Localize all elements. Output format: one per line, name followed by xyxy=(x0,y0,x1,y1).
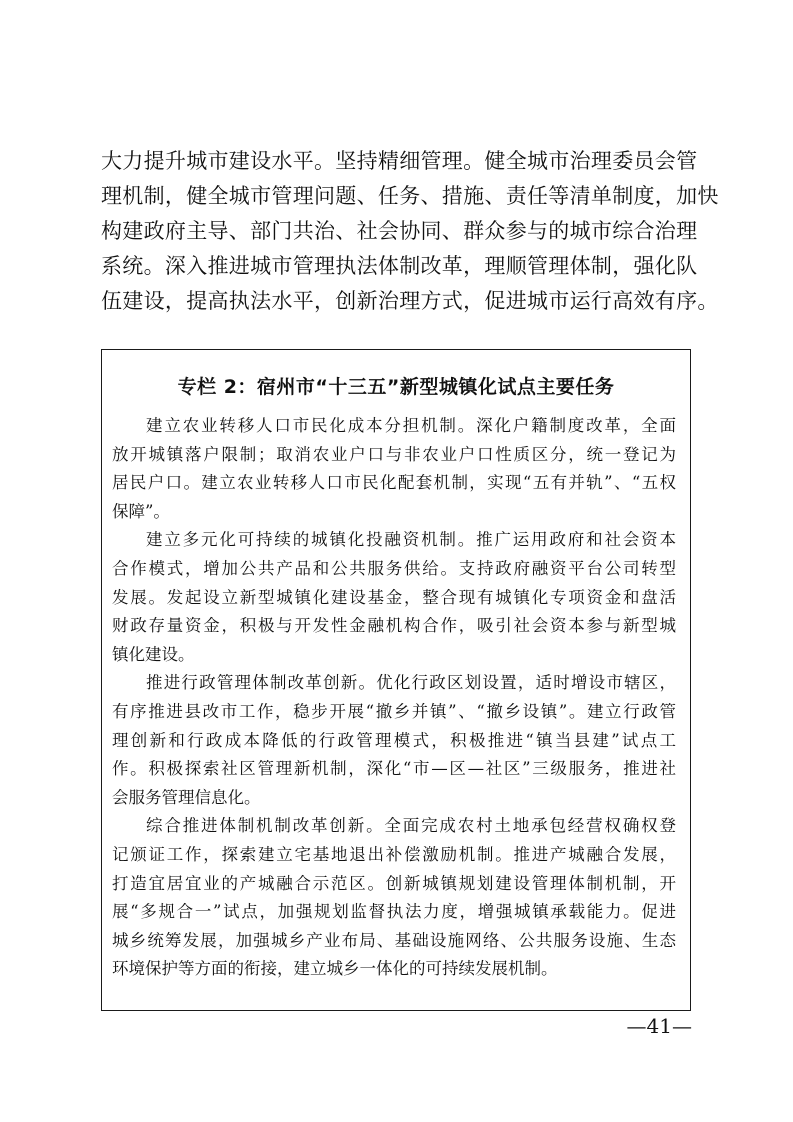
column-line: 展“多规合一”试点，加强规划监督执法力度，增强城镇承载能力。促进 xyxy=(112,902,676,922)
column-line: 作。积极探索社区管理新机制，深化“市—区—社区”三级服务，推进社 xyxy=(112,759,676,779)
column-line: 城乡统筹发展，加强城乡产业布局、基础设施网络、公共服务设施、生态 xyxy=(112,930,676,950)
intro-line: 系统。深入推进城市管理执法体制改革，理顺管理体制，强化队 xyxy=(101,254,698,278)
intro-line: 大力提升城市建设水平。坚持精细管理。健全城市治理委员会管 xyxy=(101,149,698,173)
column-line: 有序推进县改市工作，稳步开展“撤乡并镇”、“撤乡设镇”。建立行政管 xyxy=(112,701,676,721)
column-line: 放开城镇落户限制；取消农业户口与非农业户口性质区分，统一登记为 xyxy=(112,444,676,464)
column-line: 理创新和行政成本降低的行政管理模式，积极推进“镇当县建”试点工 xyxy=(112,730,676,750)
column-line: 综合推进体制机制改革创新。全面完成农村土地承包经营权确权登 xyxy=(146,816,676,836)
column-body xyxy=(112,412,676,984)
column-title: 专栏 2：宿州市“十三五”新型城镇化试点主要任务 xyxy=(177,376,615,398)
column-line: 财政存量资金，积极与开发性金融机构合作，吸引社会资本参与新型城 xyxy=(112,616,676,636)
column-line: 环境保护等方面的衔接，建立城乡一体化的可持续发展机制。 xyxy=(112,959,558,979)
intro-paragraph xyxy=(101,144,719,319)
intro-line: 伍建设，提高执法水平，创新治理方式，促进城市运行高效有序。 xyxy=(101,289,719,313)
column-line: 居民户口。建立农业转移人口市民化配套机制，实现“五有并轨”、“五权 xyxy=(112,473,676,493)
column-line: 推进行政管理体制改革创新。优化行政区划设置，适时增设市辖区， xyxy=(146,673,676,693)
column-line: 会服务管理信息化。 xyxy=(112,787,261,807)
column-line: 发展。发起设立新型城镇化建设基金，整合现有城镇化专项资金和盘活 xyxy=(112,587,676,607)
column-box xyxy=(101,349,691,1011)
column-line: 镇化建设。 xyxy=(112,644,195,664)
column-line: 记颁证工作，探索建立宅基地退出补偿激励机制。推进产城融合发展， xyxy=(112,844,676,864)
column-line: 合作模式，增加公共产品和公共服务供给。支持政府融资平台公司转型 xyxy=(112,558,676,578)
intro-line: 构建政府主导、部门共治、社会协同、群众参与的城市综合治理 xyxy=(101,219,698,243)
column-line: 建立农业转移人口市民化成本分担机制。深化户籍制度改革，全面 xyxy=(146,416,676,435)
intro-line: 理机制，健全城市管理问题、任务、措施、责任等清单制度，加快 xyxy=(101,184,719,208)
column-line: 打造宜居宜业的产城融合示范区。创新城镇规划建设管理体制机制，开 xyxy=(112,873,676,893)
column-line: 建立多元化可持续的城镇化投融资机制。推广运用政府和社会资本 xyxy=(146,530,676,550)
page-number: —41— xyxy=(626,1014,692,1038)
column-line: 保障”。 xyxy=(112,501,170,521)
